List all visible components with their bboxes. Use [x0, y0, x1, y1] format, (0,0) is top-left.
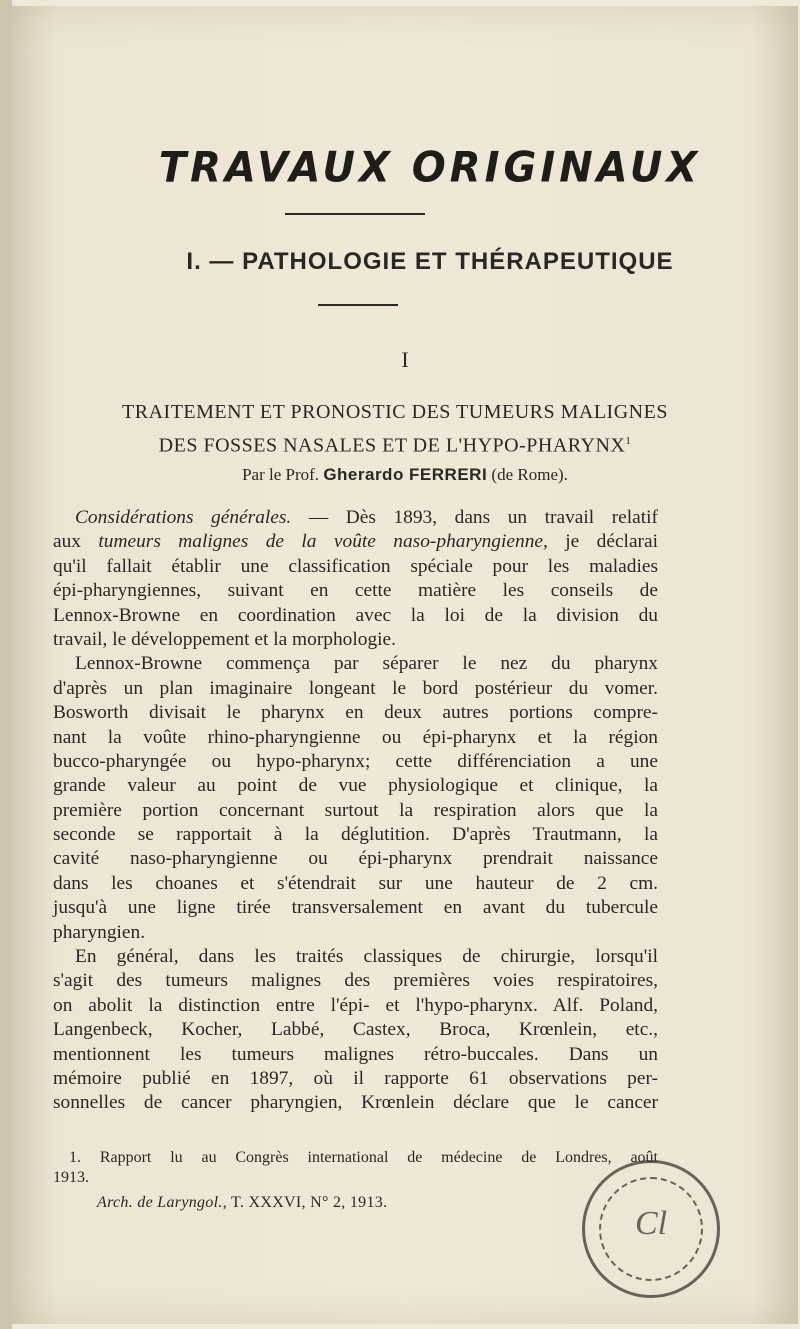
body-line: mentionnent les tumeurs malignes rétro-buccales. Dans un [53, 1043, 658, 1065]
footnote [53, 1148, 658, 1213]
body-line: s'agit des tumeurs malignes des premières voies respiratoires, [53, 970, 658, 992]
article-title-line-2 [60, 427, 730, 461]
body-line: bucco-pharyngée ou hypo-pharynx; cette différenciation a une [53, 750, 658, 772]
body-line [53, 506, 658, 530]
footnote-citation [53, 1193, 658, 1213]
body-line: grande valeur au point de vue physiologique et clinique, la [53, 775, 658, 797]
page-edge [0, 0, 12, 1329]
body-line: cavité naso-pharyngienne ou épi-pharynx prendrait naissance [53, 848, 658, 870]
title-divider [285, 213, 425, 215]
body-line: Lennox-Browne en coordination avec la loi de la division du [53, 604, 658, 626]
article-title-line-1: TRAITEMENT ET PRONOSTIC DES TUMEURS MALIGNES [122, 401, 668, 423]
body-line: seconde se rapportait à la déglutition. D'après Trautmann, la [53, 824, 658, 846]
body-line: pharyngien. [53, 921, 146, 943]
body-line: qu'il fallait établir une classification spéciale pour les maladies [53, 555, 658, 577]
italic-phrase: tumeurs malignes de la voûte naso-pharyngienne [98, 531, 543, 553]
body-line: d'après un plan imaginaire longeant le bord postérieur du vomer. [53, 677, 658, 699]
article-number: I [401, 347, 409, 372]
author-prefix: Par le Prof. [242, 465, 320, 484]
article-title-line-2-text: DES FOSSES NASALES ET DE L'HYPO-PHARYNX [158, 434, 626, 457]
footnote-marker: 1 [625, 435, 632, 447]
author-name: Gherardo FERRERI [323, 465, 488, 484]
body-line: jusqu'à une ligne tirée transversalement en avant du tubercule [53, 897, 658, 919]
body-line: travail, le développement et la morphologie. [53, 628, 396, 650]
body-line: mémoire publié en 1897, où il rapporte 61 observations per- [53, 1067, 658, 1089]
body-line: dans les choanes et s'étendrait sur une hauteur de 2 cm. [53, 872, 658, 894]
journal-name: Arch. de Laryngol. [97, 1194, 223, 1211]
body-line: En général, dans les traités classiques de chirurgie, lorsqu'il [75, 946, 658, 968]
subsection-title: I. — PATHOLOGIE ET THÉRAPEUTIQUE [186, 248, 674, 275]
body-line: nant la voûte rhino-pharyngienne ou épi-pharynx et la région [53, 726, 658, 748]
body-line: Langenbeck, Kocher, Labbé, Castex, Broca, Krœnlein, etc., [53, 1019, 658, 1041]
body-line-text: aux [53, 531, 99, 553]
paragraph-heading: Considérations générales. [75, 507, 292, 528]
footnote-line: 1. Rapport lu au Congrès international de médecine de Londres, août [69, 1149, 658, 1166]
library-stamp-icon [582, 1160, 720, 1298]
body-line: épi-pharyngiennes, suivant en cette matière les conseils de [53, 580, 658, 602]
body-line: on abolit la distinction entre l'épi- et l'hypo-pharynx. Alf. Poland, [53, 994, 658, 1016]
citation-details: , T. XXXVI, N° 2, 1913. [222, 1194, 388, 1211]
body-line-text: — Dès 1893, dans un travail relatif [291, 507, 658, 528]
author-line [0, 465, 800, 485]
body-line [53, 530, 658, 554]
stamp-mark: Cl [634, 1205, 668, 1242]
author-affiliation: (de Rome). [491, 465, 568, 484]
body-line: Bosworth divisait le pharynx en deux autres portions compre- [53, 702, 658, 724]
article-title [60, 398, 730, 461]
body-line: sonnelles de cancer pharyngien, Krœnlein déclare que le cancer [53, 1092, 658, 1114]
body-line: Lennox-Browne commença par séparer le nez du pharynx [75, 653, 658, 675]
body-line: première portion concernant surtout la respiration alors que la [53, 799, 658, 821]
body-line-text: , je déclarai [543, 531, 658, 553]
article-body [53, 506, 658, 1116]
section-title: TRAVAUX ORIGINAUX [158, 143, 702, 193]
footnote-line: 1913. [53, 1169, 89, 1186]
subsection-divider [318, 304, 398, 306]
